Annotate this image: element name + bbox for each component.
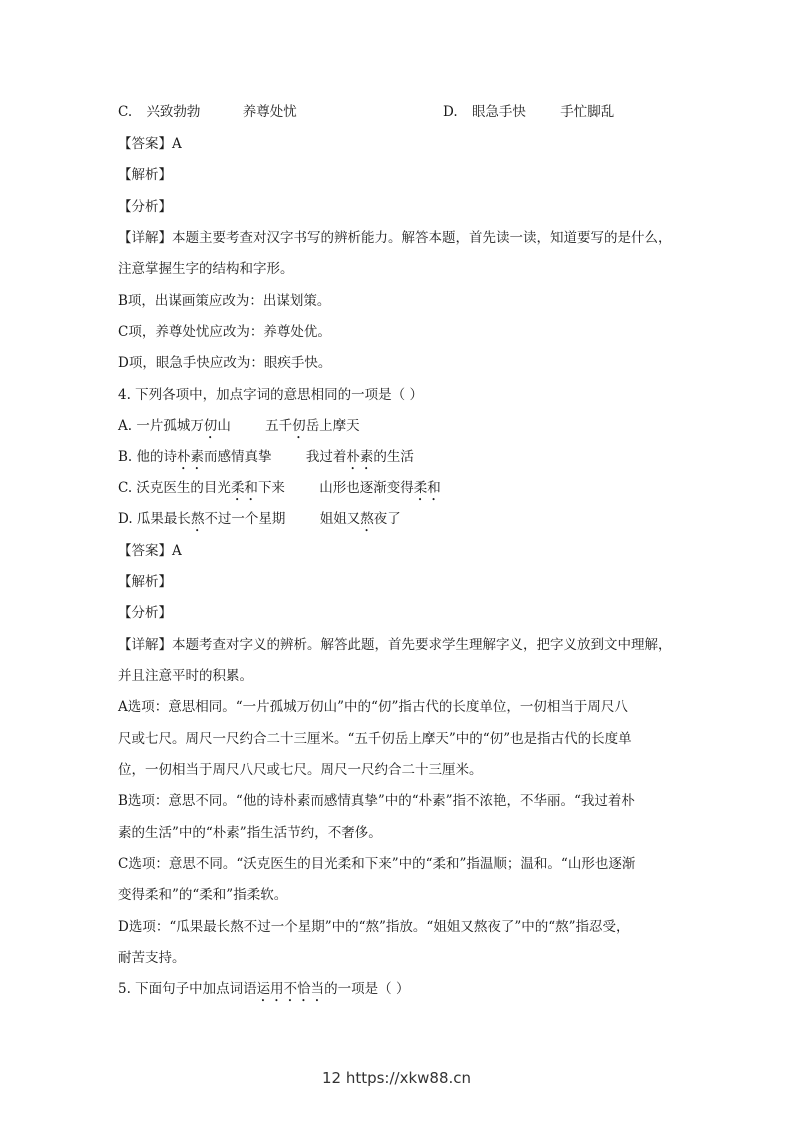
option-text: 而感情真挚 我过着 xyxy=(204,449,347,465)
dotted-word: 运用 xyxy=(256,981,284,997)
q4-option-a xyxy=(118,417,360,442)
q4-option-b xyxy=(118,448,414,473)
dotted-word: 不恰当 xyxy=(283,981,325,997)
dotted-word: 熬 xyxy=(190,511,205,527)
q4-b-explanation: 素的生活”中的“朴素”指生活节约，不奢侈。 xyxy=(118,825,382,841)
dotted-word: 朴素 xyxy=(177,449,205,465)
q4-d-explanation: D选项：“瓜果最长熬不过一个星期”中的“熬”指放。“姐姐又熬夜了”中的“熬”指忍受， xyxy=(118,919,630,935)
option-text: 夜了 xyxy=(373,511,401,527)
option-label: C. xyxy=(118,104,133,120)
option-label: D. xyxy=(443,104,458,120)
option-text: B. 他的诗 xyxy=(118,449,178,465)
q4-a-explanation: 尺或七尺。周尺一尺约合二十三厘米。“五千仞岳上摩天”中的“仞”也是指古代的长度单 xyxy=(118,731,632,747)
page-footer: 12 https://xkw88.cn xyxy=(321,1069,472,1087)
option-word: 手忙脚乱 xyxy=(560,104,615,120)
q4-c-explanation: 变得柔和”的“柔和”指柔软。 xyxy=(118,887,288,903)
dotted-word: 熬 xyxy=(360,511,374,527)
option-text: 岳上摩天 xyxy=(305,418,360,434)
q4-fenxi-heading: 【分析】 xyxy=(118,605,172,621)
dotted-word: 仞 xyxy=(292,418,306,434)
dotted-word: 柔和 xyxy=(230,480,258,496)
q3-option-c xyxy=(118,103,297,121)
option-text: 不过一个星期 姐姐又 xyxy=(204,511,361,527)
dotted-word: 朴素 xyxy=(346,449,374,465)
q3-c-explanation: C项，养尊处忧应改为：养尊处优。 xyxy=(118,324,331,340)
q3-detail-line: 注意掌握生字的结构和字形。 xyxy=(118,261,294,277)
option-text: 的生活 xyxy=(373,449,414,465)
option-text: 山 五千 xyxy=(217,418,293,434)
q3-option-d xyxy=(443,103,614,121)
q4-d-explanation: 耐苦支持。 xyxy=(118,950,186,966)
q4-option-c xyxy=(118,479,441,504)
q4-detail-line: 【详解】本题考查对字义的辨析。解答此题，首先要求学生理解字义，把字义放到文中理解， xyxy=(118,637,672,653)
question-text: 的一项是（ ） xyxy=(324,981,410,997)
option-text: C. 沃克医生的目光 xyxy=(118,480,231,496)
q4-c-explanation: C选项：意思不同。“沃克医生的目光柔和下来”中的“柔和”指温顺；温和。“山形也逐渐 xyxy=(118,856,636,872)
q4-option-d xyxy=(118,510,401,535)
q4-answer: 【答案】A xyxy=(118,543,182,559)
option-text: A. 一片孤城万 xyxy=(118,418,204,434)
dotted-word: 柔和 xyxy=(413,480,441,496)
q4-analysis-heading: 【解析】 xyxy=(118,574,172,590)
q4-detail-line: 并且注意平时的积累。 xyxy=(118,668,253,684)
option-word: 眼急手快 xyxy=(471,104,526,120)
option-text: D. 瓜果最长 xyxy=(118,511,191,527)
q3-d-explanation: D项，眼急手快应改为：眼疾手快。 xyxy=(118,355,332,371)
q3-detail-line: 【详解】本题主要考查对汉字书写的辨析能力。解答本题，首先读一读，知道要写的是什么， xyxy=(118,230,672,246)
option-text: 下来 山形也逐渐变得 xyxy=(257,480,414,496)
q4-question: 4. 下列各项中，加点字词的意思相同的一项是（ ） xyxy=(118,387,423,403)
option-word: 兴致勃勃 xyxy=(146,104,201,120)
dotted-word: 仞 xyxy=(203,418,218,434)
q4-b-explanation: B选项：意思不同。“他的诗朴素而感情真挚”中的“朴素”指不浓艳，不华丽。“我过着朴 xyxy=(118,793,635,809)
q5-question xyxy=(118,980,409,1005)
q4-a-explanation: A选项：意思相同。“一片孤城万仞山”中的“仞”指古代的长度单位，一仞相当于周尺八 xyxy=(118,699,628,715)
q3-b-explanation: B项，出谋画策应改为：出谋划策。 xyxy=(118,293,331,309)
q3-analysis-heading: 【解析】 xyxy=(118,167,172,183)
option-word: 养尊处忧 xyxy=(242,104,297,120)
q3-answer: 【答案】A xyxy=(118,136,182,152)
question-text: 5. 下面句子中加点词语 xyxy=(118,981,257,997)
q4-a-explanation: 位，一仞相当于周尺八尺或七尺。周尺一尺约合二十三厘米。 xyxy=(118,762,483,778)
q3-fenxi-heading: 【分析】 xyxy=(118,199,172,215)
